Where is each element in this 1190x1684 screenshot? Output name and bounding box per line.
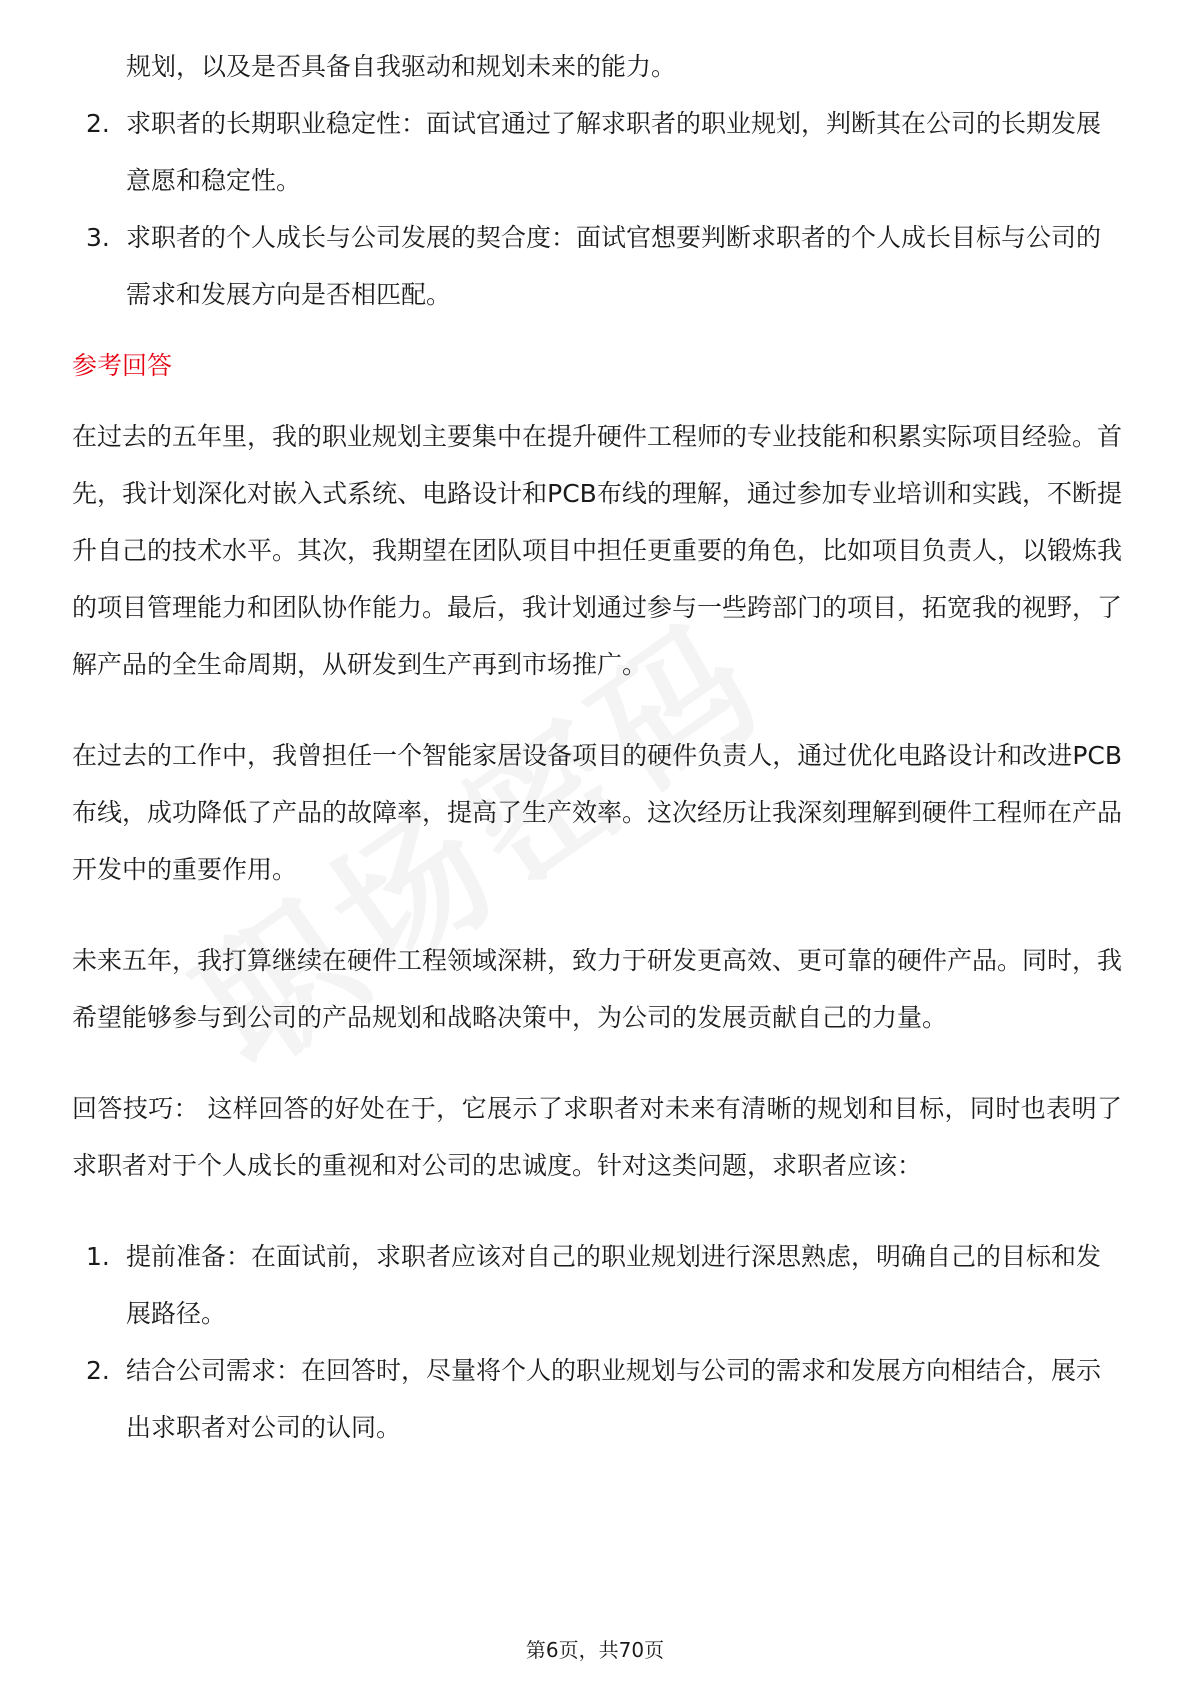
tips-list [72,1228,1122,1456]
answer-tips-paragraph: 回答技巧： 这样回答的好处在于，它展示了求职者对未来有清晰的规划和目标，同时也表明了求职者对于个人成长的重视和对公司的忠诚度。针对这类问题，求职者应该： [72,1094,1122,1180]
list-item-continuation: 规划，以及是否具备自我驱动和规划未来的能力。 [126,52,677,81]
list-item-text: 求职者的长期职业稳定性：面试官通过了解求职者的职业规划，判断其在公司的长期发展意愿和稳定性。 [126,109,1102,195]
list-number: 1. [86,1242,110,1271]
list-item-text: 结合公司需求：在回答时，尽量将个人的职业规划与公司的需求和发展方向相结合，展示出求职者对公司的认同。 [126,1356,1102,1442]
answer-paragraph: 在过去的五年里，我的职业规划主要集中在提升硬件工程师的专业技能和积累实际项目经验。首先，我计划深化对嵌入式系统、电路设计和PCB布线的理解，通过参加专业培训和实践，不断提升自己的技术水平。其次，我期望在团队项目中担任更重要的角色，比如项目负责人，以锻炼我的项目管理能力和团队协作能力。最后，我计划通过参与一些跨部门的项目，拓宽我的视野，了解产品的全生命周期，从研发到生产再到市场推广。 [72,422,1123,679]
reference-answer-heading: 参考回答 [72,351,173,380]
answer-paragraph: 在过去的工作中，我曾担任一个智能家居设备项目的硬件负责人，通过优化电路设计和改进PCB布线，成功降低了产品的故障率，提高了生产效率。这次经历让我深刻理解到硬件工程师在产品开发中的重要作用。 [72,741,1123,884]
answer-paragraph: 未来五年，我打算继续在硬件工程领域深耕，致力于研发更高效、更可靠的硬件产品。同时，我希望能够参与到公司的产品规划和战略决策中，为公司的发展贡献自己的力量。 [72,946,1123,1032]
document-body [72,38,1122,1456]
list-item-text: 求职者的个人成长与公司发展的契合度：面试官想要判断求职者的个人成长目标与公司的需求和发展方向是否相匹配。 [126,223,1102,309]
list-number: 2. [86,109,110,138]
list-number: 3. [86,223,110,252]
page-footer: 第6页，共70页 [525,1638,665,1662]
focus-list [72,95,1122,323]
list-number: 2. [86,1356,110,1385]
list-item [72,1228,1122,1342]
list-item [72,209,1122,323]
list-item [72,95,1122,209]
list-item-text: 提前准备：在面试前，求职者应该对自己的职业规划进行深思熟虑，明确自己的目标和发展路径。 [126,1242,1102,1328]
list-item [72,1342,1122,1456]
